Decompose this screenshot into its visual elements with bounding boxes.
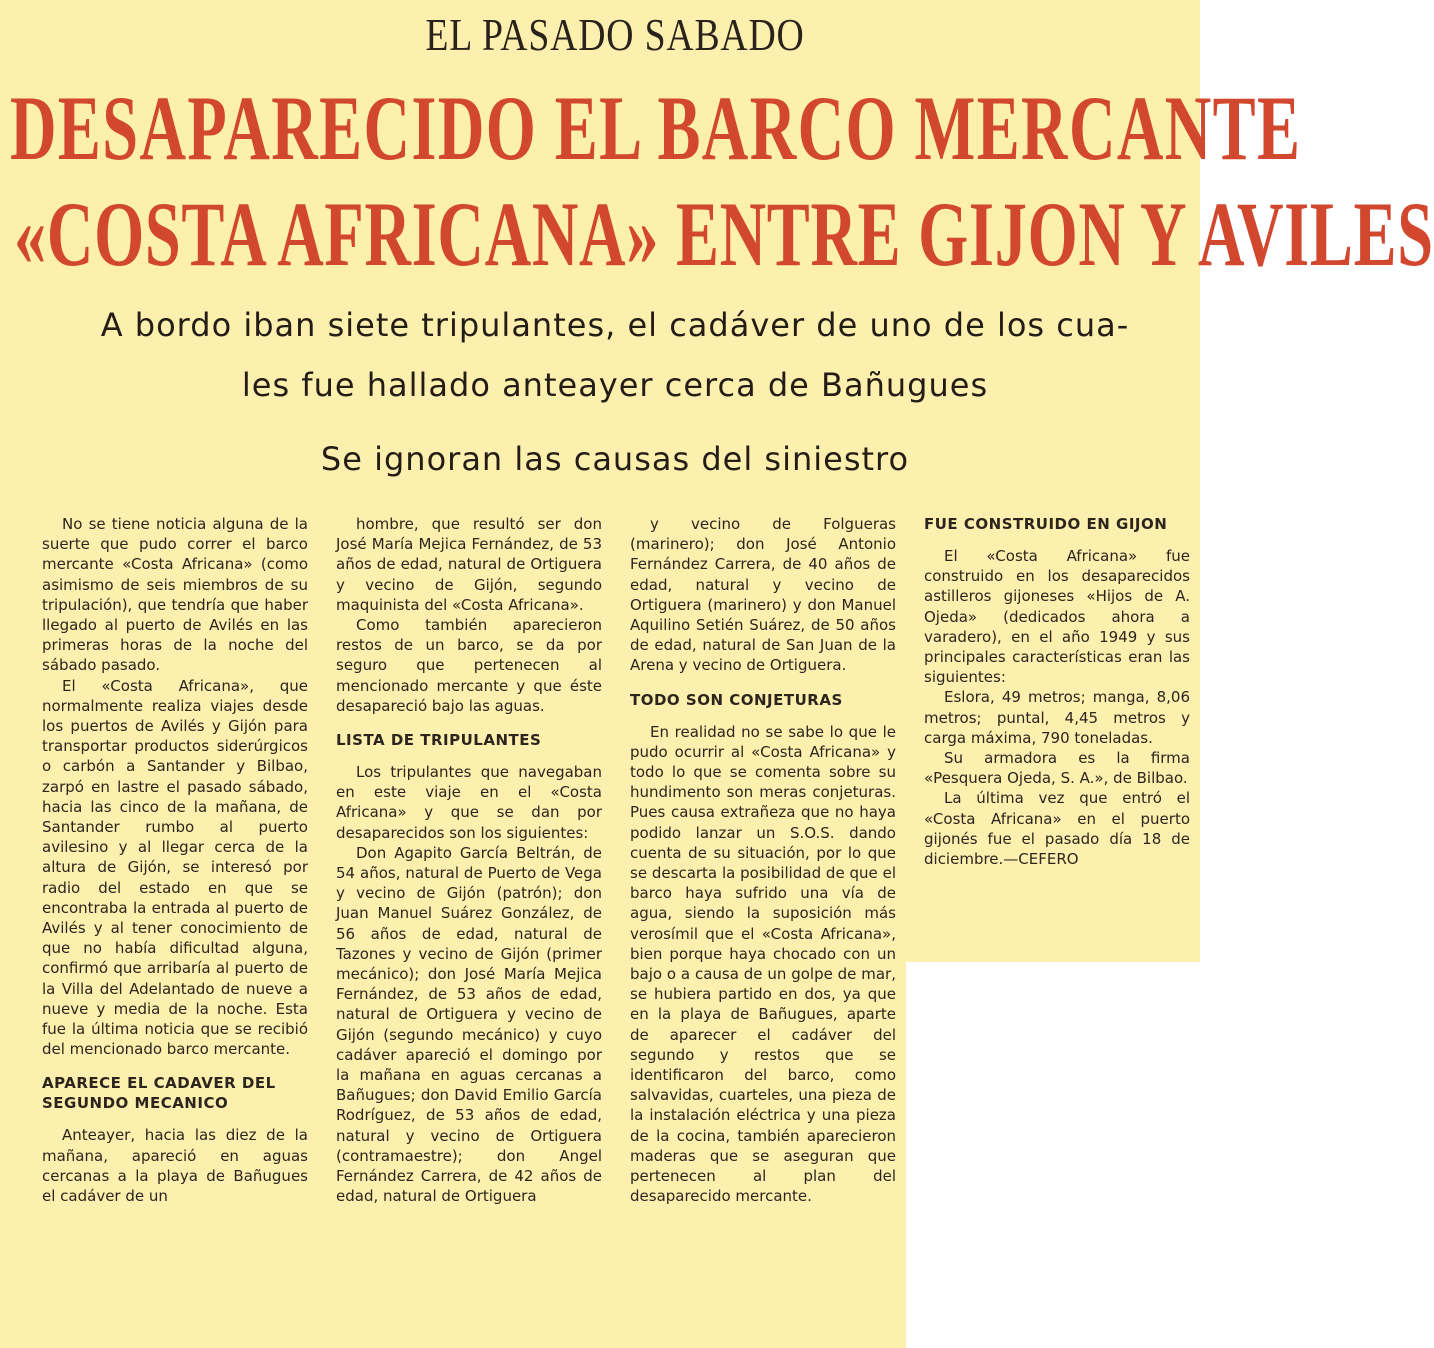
paragraph: El «Costa Africana» fue construido en los desaparecidos astilleros gijoneses «Hijos de A. Ojeda» (dedicados ahora a varadero), en el año 1949 y sus principales características eran las siguientes: xyxy=(924,547,1190,687)
subheadline-line-3: Se ignoran las causas del siniestro xyxy=(320,440,910,478)
section-heading: APARECE EL CADAVER DEL SEGUNDO MECANICO xyxy=(42,1074,276,1113)
headline-line-1: DESAPARECIDO EL BARCO MERCANTE xyxy=(10,77,1302,179)
paragraph: Don Agapito García Beltrán, de 54 años, natural de Puerto de Vega y vecino de Gijón (patrón); don Juan Manuel Suárez González, de 56 años de edad, natural de Tazones y vecino de Gijón (primer mecánico); don José María Mejica Fernández, de 53 años de edad, natural de Ortiguera y vecino de Gijón (segundo mecánico) y cuyo cadáver apareció el domingo por la mañana en aguas cercanas a Bañugues; don David Emilio García Rodríguez, de 53 años de edad, natural y vecino de Ortiguera (contramaestre); don Angel Fernández Carrera, de 42 años de edad, natural de Ortiguera xyxy=(336,843,602,1206)
paragraph: Como también aparecieron restos de un barco, se da por seguro que pertenecen al mencionado mercante y que éste desapareció bajo las aguas. xyxy=(336,616,602,715)
blank-corner xyxy=(906,962,1200,1348)
article-column-3 xyxy=(630,514,896,1344)
paragraph: La última vez que entró el «Costa Africana» en el puerto gijonés fue el pasado día 18 de diciembre.—CEFERO xyxy=(924,789,1190,869)
article-column-1 xyxy=(42,514,308,1344)
paragraph: y vecino de Folgueras (marinero); don José Antonio Fernández Carrera, de 40 años de edad, natural y vecino de Ortiguera (marinero) y don Manuel Aquilino Setién Suárez, de 50 años de edad, natural de San Juan de la Arena y vecino de Ortiguera. xyxy=(630,515,896,675)
paragraph: Anteayer, hacia las diez de la mañana, apareció en aguas cercanas a la playa de Bañugues el cadáver de un xyxy=(42,1126,308,1206)
paragraph: hombre, que resultó ser don José María Mejica Fernández, de 53 años de edad, natural de Ortiguera y vecino de Gijón, segundo maquinista del «Costa Africana». xyxy=(336,515,602,614)
subheadline-line-2: les fue hallado anteayer cerca de Bañugues xyxy=(241,366,989,404)
paragraph: Los tripulantes que navegaban en este viaje en el «Costa Africana» y que se dan por desaparecidos son los siguientes: xyxy=(336,763,602,842)
section-heading: LISTA DE TRIPULANTES xyxy=(336,731,542,750)
paragraph: En realidad no se sabe lo que le pudo ocurrir al «Costa Africana» y todo lo que se comenta sobre su hundimento son meras conjeturas. Pues causa extrañeza que no haya podido lanzar un S.O.S. dando cuenta de su situación, por lo que se descarta la posibilidad de que el barco haya sufrido una vía de agua, siendo la suposición más verosímil que el «Costa Africana», bien porque haya chocado con un bajo o a causa de un golpe de mar, se hubiera partido en dos, ya que en la playa de Bañugues, aparte de aparecer el cadáver del segundo y restos que se identificaron del barco, como salvavidas, cuarteles, una pieza de la instalación eléctrica y una pieza de la cocina, también aparecieron maderas que se aseguran que pertenecen al plan del desaparecido mercante. xyxy=(630,722,896,1206)
paragraph: No se tiene noticia alguna de la suerte que pudo correr el barco mercante «Costa Africana» (como asimismo de seis miembros de su tripulación), que tendría que haber llegado al puerto de Avilés en las primeras horas de la noche del sábado pasado. xyxy=(42,515,308,675)
paragraph: Eslora, 49 metros; manga, 8,06 metros; puntal, 4,45 metros y carga máxima, 790 toneladas. xyxy=(924,688,1190,747)
paragraph: Su armadora es la firma «Pesquera Ojeda, S. A.», de Bilbao. xyxy=(924,749,1190,788)
section-heading: TODO SON CONJETURAS xyxy=(630,690,843,709)
paragraph: El «Costa Africana», que normalmente realiza viajes desde los puertos de Avilés y Gijón para transportar productos siderúrgicos o carbón a Santander y Bilbao, zarpó en lastre el pasado sábado, hacia las cinco de la mañana, de Santander rumbo al puerto avilesino y al llegar cerca de la altura de Gijón, se interesó por radio del estado en que se encontraba la entrada al puerto de Avilés y al tener conocimiento de que no había dificultad alguna, confirmó que arribaría al puerto de la Villa del Adelantado de nueve a nueve y media de la noche. Esta fue la última noticia que se recibió del mencionado barco mercante. xyxy=(42,676,308,1059)
article-column-4 xyxy=(924,514,1190,962)
article-column-2 xyxy=(336,514,602,1344)
kicker: EL PASADO SABADO xyxy=(425,9,805,60)
subheadline-line-1: A bordo iban siete tripulantes, el cadáver de uno de los cua- xyxy=(100,306,1130,344)
section-heading: FUE CONSTRUIDO EN GIJON xyxy=(924,515,1168,533)
headline-line-2: «COSTA AFRICANA» ENTRE GIJON Y AVILES xyxy=(14,183,1434,285)
